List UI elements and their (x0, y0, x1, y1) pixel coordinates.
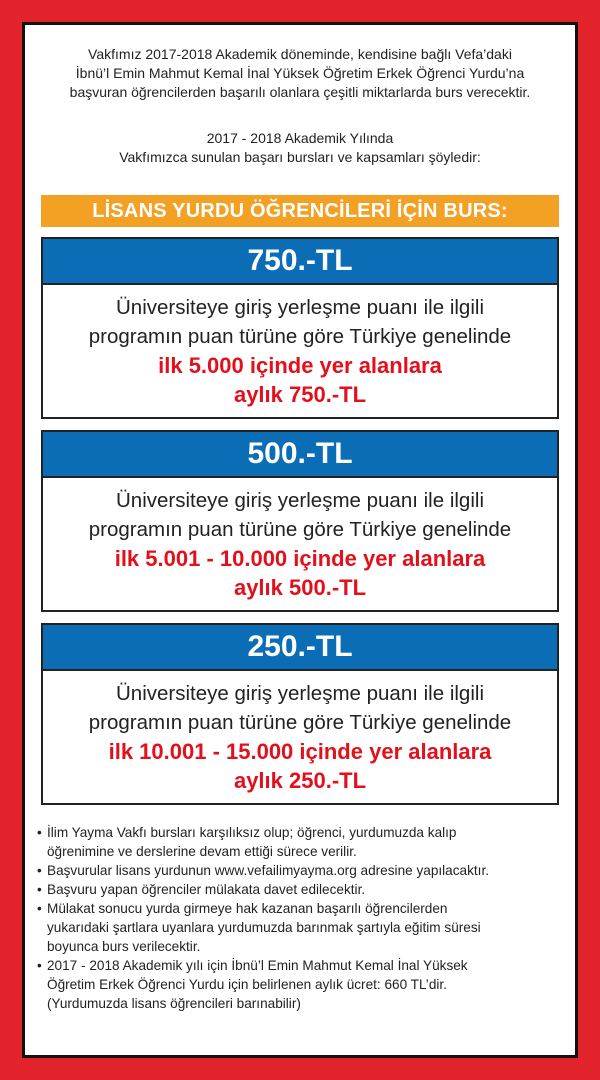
tier-line: programın puan türüne göre Türkiye genelinde (88, 325, 512, 348)
section-banner: LİSANS YURDU ÖĞRENCİLERİ İÇİN BURS: (41, 195, 559, 227)
tier-description (43, 671, 557, 795)
tier-amount: 500.-TL (43, 432, 557, 478)
tier-line: programın puan türüne göre Türkiye genelinde (88, 711, 512, 734)
note-line: • Mülakat sonucu yurda girmeye hak kazanan başarılı öğrencilerden (47, 901, 448, 916)
intro-line: başvuran öğrencilerden başarılı olanlara çeşitli miktarlarda burs verecektir. (69, 84, 531, 100)
intro-line: İbnü’l Emin Mahmut Kemal İnal Yüksek Öğretim Erkek Öğrenci Yurdu’na (75, 65, 525, 81)
tier-750 (41, 237, 559, 419)
note-item (37, 956, 557, 1013)
tier-description (43, 285, 557, 409)
intro-paragraph (25, 45, 575, 102)
tier-highlight: ilk 5.000 içinde yer alanlara (158, 353, 442, 378)
tier-highlight: ilk 5.001 - 10.000 içinde yer alanlara (114, 546, 486, 571)
note-line: • 2017 - 2018 Akademik yılı için İbnü’l Emin Mahmut Kemal İnal Yüksek (47, 958, 468, 973)
intro-sub-line: 2017 - 2018 Akademik Yılında (206, 130, 394, 146)
intro-subheading (25, 129, 575, 167)
tier-250 (41, 623, 559, 805)
tier-line: Üniversiteye giriş yerleşme puanı ile ilgili (116, 489, 484, 512)
intro-sub-line: Vakfımızca sunulan başarı bursları ve kapsamları şöyledir: (119, 149, 481, 165)
note-item (37, 899, 557, 956)
tier-line: Üniversiteye giriş yerleşme puanı ile ilgili (116, 682, 484, 705)
tier-500 (41, 430, 559, 612)
note-line: yukarıdaki şartlara uyanlara yurdumuzda barınmak şartıyla eğitim süresi (47, 920, 481, 935)
note-line: • İlim Yayma Vakfı bursları karşılıksız olup; öğrenci, yurdumuzda kalıp (47, 825, 457, 840)
note-line: Öğretim Erkek Öğrenci Yurdu için belirlenen aylık ücret: 660 TL’dir. (47, 977, 447, 992)
tier-highlight: ilk 10.001 - 15.000 içinde yer alanlara (108, 739, 492, 764)
notes-list (37, 823, 557, 1013)
tier-amount: 750.-TL (43, 239, 557, 285)
intro-line: Vakfımız 2017-2018 Akademik döneminde, kendisine bağlı Vefa’daki (88, 46, 512, 62)
note-line: • Başvuru yapan öğrenciler mülakata davet edilecektir. (47, 882, 366, 897)
scholarship-notice-card (22, 22, 578, 1058)
note-item (37, 861, 557, 880)
tier-amount: 250.-TL (43, 625, 557, 671)
tier-highlight: aylık 750.-TL (233, 382, 367, 407)
note-line: öğrenimine ve derslerine devam ettiği sürece verilir. (47, 844, 357, 859)
tier-highlight: aylık 500.-TL (233, 575, 367, 600)
tier-line: Üniversiteye giriş yerleşme puanı ile ilgili (116, 296, 484, 319)
note-line: • Başvurular lisans yurdunun www.vefailimyayma.org adresine yapılacaktır. (47, 863, 489, 878)
note-line: boyunca burs verilecektir. (47, 939, 201, 954)
note-line: (Yurdumuzda lisans öğrencileri barınabilir) (47, 996, 301, 1011)
note-item (37, 823, 557, 861)
tier-highlight: aylık 250.-TL (233, 768, 367, 793)
note-item (37, 880, 557, 899)
tier-description (43, 478, 557, 602)
tier-line: programın puan türüne göre Türkiye genelinde (88, 518, 512, 541)
